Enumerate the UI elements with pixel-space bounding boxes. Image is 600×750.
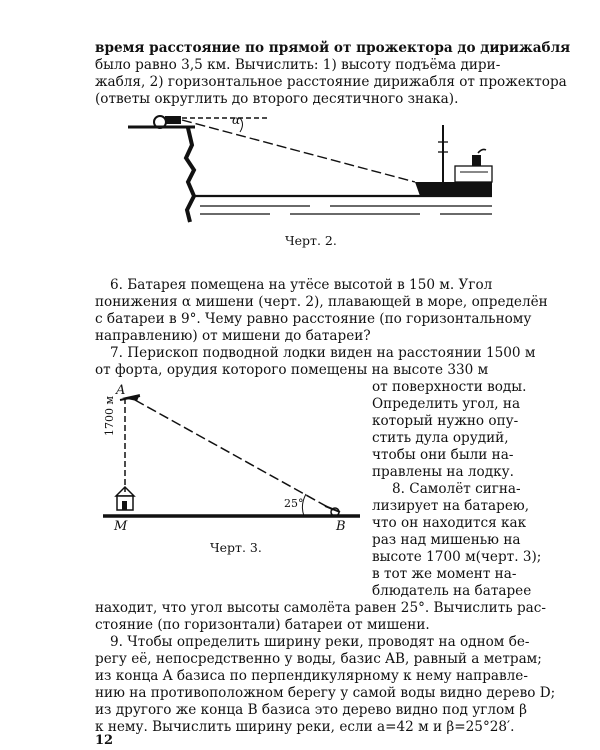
problem-9-line-3: из конца A базиса по перпендикулярному к нему направле- bbox=[95, 668, 528, 684]
problem-8-narrow-5: высоте 1700 м(черт. 3); bbox=[372, 549, 542, 565]
problem-8-line-2: стояние (по горизонтали) батареи от мишени. bbox=[95, 617, 430, 633]
figure-3-angle-label: 25° bbox=[284, 497, 304, 510]
problem-9-line-5: из другого же конца B базиса это дерево видно под углом β bbox=[95, 702, 527, 718]
problem-9-line-1: 9. Чтобы определить ширину реки, проводят на одном бе- bbox=[110, 634, 530, 650]
problem-8-narrow-1: 8. Самолёт сигна- bbox=[392, 481, 521, 497]
problem-8-line-1: находит, что угол высоты самолёта равен 25°. Вычислить рас- bbox=[95, 600, 546, 616]
problem-8-narrow-2: лизирует на батарею, bbox=[372, 498, 530, 514]
figure-3-height-label: 1700 м bbox=[103, 395, 116, 436]
problem-7-narrow-1: от поверхности воды. bbox=[372, 379, 527, 395]
problem-7-narrow-6: правлены на лодку. bbox=[372, 464, 514, 480]
problem-6-line-1: 6. Батарея помещена на утёсе высотой в 150 м. Угол bbox=[110, 277, 493, 293]
figure-3-caption: Черт. 3. bbox=[210, 540, 262, 555]
problem-6-line-4: направлению) от мишени до батареи? bbox=[95, 328, 371, 344]
figure-2-angle-label: α bbox=[232, 113, 241, 127]
intro-line-4: (ответы округлить до второго десятичного знака). bbox=[95, 91, 459, 107]
intro-line-2: было равно 3,5 км. Вычислить: 1) высоту подъёма дири- bbox=[95, 57, 501, 73]
page-number: 12 bbox=[95, 733, 114, 748]
problem-7-narrow-2: Определить угол, на bbox=[372, 396, 521, 412]
problem-7-narrow-3: который нужно опу- bbox=[372, 413, 519, 429]
problem-6-line-2: понижения α мишени (черт. 2), плавающей в море, определён bbox=[95, 294, 548, 310]
problem-7-narrow-5: чтобы они были на- bbox=[372, 447, 514, 463]
intro-line-1: время расстояние по прямой от прожектора до дирижабля bbox=[95, 40, 571, 56]
problem-6-line-3: с батареи в 9°. Чему равно расстояние (по горизонтальному bbox=[95, 311, 532, 327]
sight-line-3 bbox=[135, 400, 333, 510]
problem-9-line-2: регу её, непосредственно у воды, базис AB, равный a метрам; bbox=[95, 651, 542, 667]
problem-8-narrow-7: блюдатель на батарее bbox=[372, 583, 532, 599]
problem-7-narrow-4: стить дула орудий, bbox=[372, 430, 509, 446]
problem-9-line-4: нию на противоположном берегу у самой воды видно дерево D; bbox=[95, 685, 556, 701]
figure-3-label-b: B bbox=[336, 519, 346, 534]
figure-2-caption: Черт. 2. bbox=[285, 233, 337, 248]
figure-3-label-m: M bbox=[114, 519, 128, 534]
problem-7-line-1: 7. Перископ подводной лодки виден на расстоянии 1500 м bbox=[110, 345, 536, 361]
problem-7-line-2: от форта, орудия которого помещены на высоте 330 м bbox=[95, 362, 489, 378]
problem-8-narrow-3: что он находится как bbox=[372, 515, 527, 531]
problem-9-line-6: к нему. Вычислить ширину реки, если a=42 м и β=25°28′. bbox=[95, 719, 515, 735]
problem-8-narrow-6: в тот же момент на- bbox=[372, 566, 517, 582]
figure-3-label-a: A bbox=[116, 383, 126, 398]
intro-line-3: жабля, 2) горизонтальное расстояние дирижабля от прожектора bbox=[95, 74, 567, 90]
problem-8-narrow-4: раз над мишенью на bbox=[372, 532, 521, 548]
